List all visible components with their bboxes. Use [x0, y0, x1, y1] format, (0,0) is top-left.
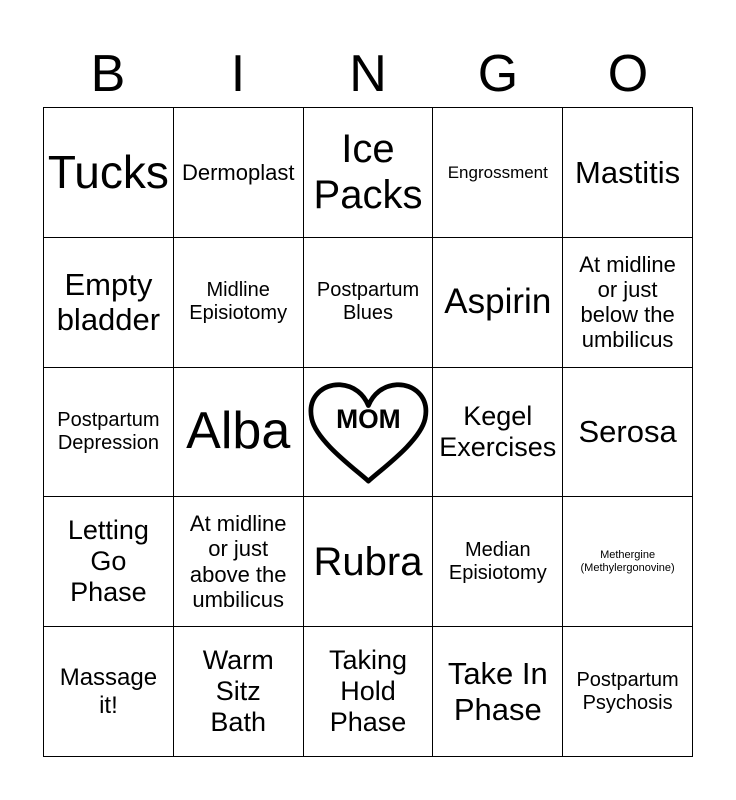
- cell-text: Rubra: [313, 539, 423, 584]
- bingo-board: [43, 107, 693, 757]
- cell-text: Warm Sitz Bath: [202, 645, 274, 738]
- bingo-cell[interactable]: [304, 238, 434, 368]
- cell-text: Serosa: [578, 414, 677, 450]
- free-space-label: MOM: [335, 404, 401, 435]
- cell-text: Letting Go Phase: [67, 515, 149, 608]
- bingo-cell[interactable]: [433, 108, 563, 238]
- bingo-cell[interactable]: [433, 497, 563, 627]
- bingo-cell[interactable]: [304, 627, 434, 757]
- header-letter-i: I: [230, 45, 246, 103]
- cell-text: At midline or just above the umbilicus: [189, 511, 287, 613]
- bingo-cell[interactable]: [44, 108, 174, 238]
- cell-text: Postpartum Psychosis: [576, 668, 679, 714]
- bingo-cell[interactable]: [563, 108, 693, 238]
- bingo-cell[interactable]: [44, 497, 174, 627]
- header-letter-g: G: [477, 45, 519, 103]
- cell-text: Take In Phase: [447, 655, 548, 727]
- cell-text: Kegel Exercises: [439, 400, 557, 462]
- bingo-cell[interactable]: [174, 368, 304, 498]
- bingo-cell[interactable]: [174, 238, 304, 368]
- bingo-cell[interactable]: [174, 108, 304, 238]
- cell-text: Ice Packs: [313, 127, 423, 218]
- bingo-cell[interactable]: [304, 497, 434, 627]
- cell-text: Mastitis: [575, 154, 681, 190]
- bingo-cell[interactable]: [174, 497, 304, 627]
- cell-text: Tucks: [47, 145, 169, 198]
- cell-text: Massage it!: [59, 664, 158, 719]
- bingo-cell[interactable]: [563, 627, 693, 757]
- bingo-cell[interactable]: [433, 238, 563, 368]
- heart-icon: [307, 374, 430, 490]
- cell-text: Methergine (Methylergonovine): [580, 549, 675, 574]
- bingo-cell[interactable]: [563, 497, 693, 627]
- cell-text: Dermoplast: [181, 159, 295, 185]
- cell-text: Engrossment: [447, 162, 548, 182]
- bingo-cell[interactable]: [44, 238, 174, 368]
- bingo-cell[interactable]: [304, 108, 434, 238]
- cell-text: Postpartum Depression: [57, 408, 160, 454]
- cell-text: Alba: [186, 402, 291, 461]
- bingo-cell[interactable]: [563, 368, 693, 498]
- cell-text: Taking Hold Phase: [328, 645, 408, 738]
- header-letter-b: B: [90, 45, 126, 103]
- bingo-header: [43, 44, 693, 104]
- cell-text: Median Episiotomy: [448, 538, 547, 584]
- header-letter-n: N: [349, 45, 387, 103]
- cell-text: At midline or just below the umbilicus: [579, 251, 676, 353]
- bingo-cell[interactable]: [433, 368, 563, 498]
- bingo-cell[interactable]: [44, 368, 174, 498]
- header-letter-o: O: [607, 45, 649, 103]
- bingo-cell[interactable]: [44, 627, 174, 757]
- free-space[interactable]: [304, 368, 434, 498]
- bingo-cell[interactable]: [174, 627, 304, 757]
- cell-text: Aspirin: [444, 282, 552, 322]
- bingo-cell[interactable]: [433, 627, 563, 757]
- bingo-cell[interactable]: [563, 238, 693, 368]
- cell-text: Empty bladder: [56, 266, 161, 338]
- cell-text: Midline Episiotomy: [189, 279, 288, 325]
- cell-text: Postpartum Blues: [316, 279, 420, 325]
